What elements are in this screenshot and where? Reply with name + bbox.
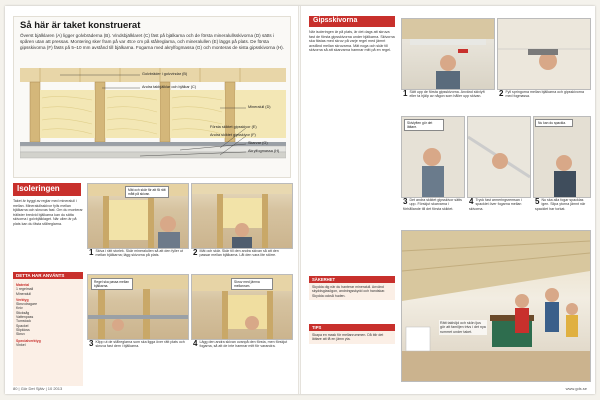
infobox-item: Kniv (16, 306, 23, 311)
step-text: Lägg den andra skivan ovanpå den första, men förskjut fogarna, så att de inte hamnar mitt för varandra. (199, 340, 288, 349)
step-text: Fyll springorna mellan bjälkarna och gipsskivorna med fogmassa. (505, 90, 584, 99)
infobox-group-tools: Verktyg (16, 297, 29, 302)
infobox-item: Skruvdragare (16, 302, 38, 307)
infobox-item: Mineralull (16, 291, 31, 296)
infobox-item: Vattenpass (16, 315, 34, 320)
step-number: 1 (89, 248, 94, 257)
diagram-label-b: Golvbräder i golvvindar (B) (142, 72, 188, 76)
step-number: 5 (535, 197, 540, 206)
gips-step-1-photo (401, 18, 495, 90)
gips-step-3-caption (403, 198, 463, 211)
section-title-gipsskivorna: Gipsskivorna (309, 16, 395, 27)
diagram-label-e: Första skiktet gipsskivor (E) (210, 125, 257, 129)
step-number: 3 (403, 197, 408, 206)
infobox-item: Vinkel (16, 342, 26, 347)
tips-box-text: Skapa en mask för mellanrummen. Då blir det lättare att få en jämn yta. (312, 333, 384, 342)
step-text: Nu ska alla fogar spacklas igen. Slipa ytorna jämnt när spacklet har torkat. (535, 198, 586, 211)
finished-room-photo (401, 230, 591, 382)
left-page (5, 6, 298, 394)
materials-infobox (13, 272, 83, 386)
step-text: Mät och skär. Skär till den andra skivan så att den passar mellan bjälkarna. Låt den vara lite större. (199, 249, 279, 258)
safety-box-heading: SÄKERHET (309, 276, 395, 283)
gypsum-layer-1 (20, 146, 286, 152)
gips-step-5-photo (533, 116, 591, 198)
gips-step-2-photo (497, 18, 591, 90)
right-page (301, 6, 595, 394)
gips-step-5-caption (535, 198, 589, 211)
tips-box (309, 324, 395, 344)
gips-step-4-photo (467, 116, 531, 198)
step-number: 4 (193, 339, 198, 348)
step-number: 3 (89, 339, 94, 348)
page-folio-right: www.gds.se (565, 386, 587, 391)
safety-box (309, 276, 395, 300)
step-text: Sätt upp de första gipsskivorna. Använd skivlyft eller ta hjälp av någon som håller upp skivan. (409, 90, 485, 99)
step-2-photo (191, 183, 293, 249)
callout-bubble: Skivlyften gör det lättare. (404, 119, 444, 131)
step-text: Tryck fast armeringsremsan i spacklet över fogarna mellan skivorna. (469, 198, 522, 211)
diagram-lead: Överst bjälklaren (A) ligger golvbräderna (B). Vindsbjälklaret (C) fäst på bjälkarna och de första mineralullsskivorna (D) sätts i spåren utan att pressas. Montering sker fram på var 45:e cm på stålreglarna, och mineralullen (E) läggs på plats. De första gipsskivorna (F) fästs på 5–10 mm avstånd till bjälkarna. Fogarna med akrylfogmassa (G) och monteras de sista gipsskivorna (H). (20, 33, 284, 50)
infobox-group-special: Specialverktyg (16, 338, 41, 343)
step-4-caption (193, 340, 289, 349)
callout-bubble: Mät och skär för att få rätt mått på skivan. (125, 186, 169, 198)
step-text: Klipp ut de stålreglarna som ska ligga över rätt plats och skruva fast dem i bjälkarna. (95, 340, 185, 349)
ceiling-cross-section (20, 68, 286, 172)
gips-step-4-caption (469, 198, 529, 211)
construction-diagram-box (13, 16, 291, 178)
callout-bubble: Nu kan du spackla. (535, 119, 573, 127)
steel-profile (20, 142, 286, 146)
infobox-heading: DETTA HAR ANVÄNTS (13, 272, 83, 279)
step-text: Skiva i rätt storlek. Skär mineralullen så att den fyller ut mellan bjälkarna; lägg skivorna på plats. (95, 249, 183, 258)
step-number: 2 (499, 89, 504, 98)
step-3-caption (89, 340, 185, 349)
step-1-caption (89, 249, 185, 258)
step-text: Det andra skiktet gipsskivor sätts upp. Förskjut skarvarna i förhållande till det första skiktet. (403, 198, 462, 211)
room-photo-caption: Rätt takhöjd och skön ljus gör att familjen trivs i det nya rummet under taket. (440, 321, 486, 334)
isolering-intro: Taket är byggt av reglar med mineralull i mellan. Mineralullsskivor fylls mellan bjälkarna och skruvas fast. Om du monterar trälister bredvid bjälkarna kan du sätta skivorna i golvbjälklaget. När ullen är på plats kan du fästa stålreglarna. (13, 199, 83, 226)
infobox-item: Skruv (16, 332, 25, 337)
diagram-title: Så här är taket konstruerat (20, 20, 141, 31)
callout-bubble: Skruv med jämna mellanrum. (231, 278, 273, 290)
ceiling-illustration (20, 68, 286, 172)
section-title-isolering: Isoleringen (13, 183, 81, 196)
callout-bubble: Regel ska passa mellan bjälkarna. (91, 278, 133, 290)
infobox-item: Tumstock (16, 319, 32, 324)
step-number: 4 (469, 197, 474, 206)
safety-box-text: Skydda dig när du hanterar mineralull. Använd skyddsglasögon, andningsskydd och handskar. Skydda också huden. (312, 285, 386, 298)
diagram-label-c: Andra takbjälklar och bjälkar (C) (142, 85, 197, 89)
step-number: 1 (403, 89, 408, 98)
diagram-label-d: Mineralull (D) (248, 105, 271, 109)
diagram-label-h: Akrylfogmassa (H) (248, 149, 280, 153)
step-2-caption (193, 249, 289, 258)
gipsskivorna-intro: När isoleringen är på plats, är det dags att skruva fast de första gipsskivorna under bjälkarna. Skivorna ska fästas med skruv på varje regel med jämnt avstånd mellan skruvarna. Mät noga och skär till skivorna så att skarvarna hamnar mitt på en regel. (309, 30, 395, 53)
infobox-group-material: Material (16, 283, 30, 287)
magazine-spread (5, 6, 595, 394)
tips-box-heading: TIPS (309, 324, 395, 331)
gypsum-layer-2 (20, 152, 286, 158)
infobox-item: Slipkloss (16, 327, 30, 332)
diagram-label-f: Andra skiktet gipsskivor (F) (210, 133, 256, 137)
gips-step-1-caption (403, 90, 491, 99)
infobox-item: Sticksåg (16, 310, 30, 315)
infobox-item: 1 regelmall (16, 287, 34, 292)
diagram-label-g: Skarvar (G) (248, 141, 268, 145)
step-number: 2 (193, 248, 198, 257)
page-folio-left: 80 | Gör Det Själv | 10 2013 (13, 386, 63, 391)
infobox-item: Spackel (16, 323, 29, 328)
gips-step-2-caption (499, 90, 587, 99)
